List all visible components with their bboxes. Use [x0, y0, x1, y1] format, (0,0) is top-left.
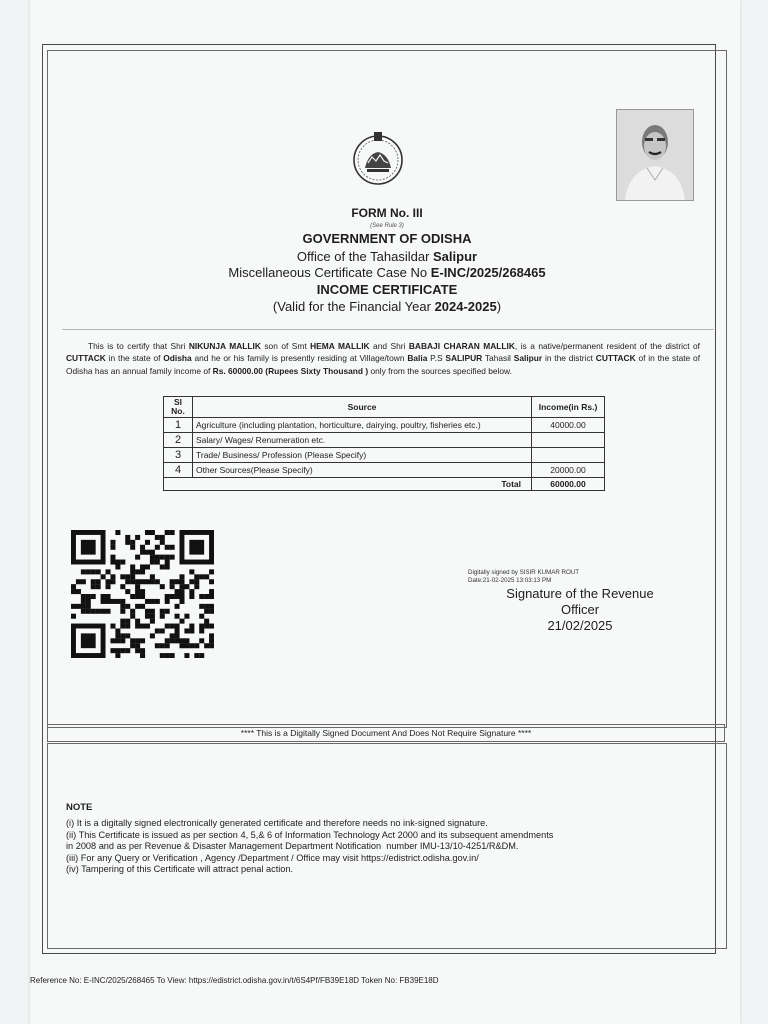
tahasil-name: Salipur	[513, 353, 543, 364]
separator-line	[62, 329, 714, 330]
body-text: son of Smt	[260, 341, 311, 351]
row-income	[532, 448, 605, 463]
body-text: P.S	[427, 353, 446, 364]
valid-suffix: )	[496, 299, 502, 314]
qr-code-icon	[71, 530, 214, 658]
table-row	[164, 463, 605, 478]
note-line: (iv) Tampering of this Certificate will attract penal action.	[66, 864, 294, 874]
body-text: , is a native/permanent resident of the district of	[514, 341, 700, 351]
note-list	[66, 818, 706, 876]
digital-signed-banner: **** This is a Digitally Signed Document And Does Not Require Signature ****	[47, 724, 725, 742]
valid-prefix: (Valid for the Financial Year	[272, 299, 435, 314]
table-header-row	[164, 397, 605, 418]
state-name: Odisha	[163, 353, 192, 364]
office-place: Salipur	[433, 249, 478, 264]
certification-paragraph	[66, 340, 700, 377]
body-text: of in the state of Odisha has an annual family income of	[66, 353, 701, 376]
applicant-name: NIKUNJA MALLIK	[188, 341, 261, 351]
signature-block	[470, 586, 690, 634]
total-label: Total	[164, 478, 532, 491]
body-text: in the district	[542, 353, 596, 364]
header-sl: Sl No.	[164, 397, 193, 418]
office-line	[47, 249, 727, 264]
body-text: in the state of	[105, 353, 164, 364]
body-text: This is to certify that Shri	[88, 341, 189, 351]
case-line	[47, 265, 727, 280]
note-line: (ii) This Certificate is issued as per section 4, 5,& 6 of Information Technology Act 2000 and its subsequent amendments	[66, 829, 554, 840]
signature-title: Signature of the Revenue	[506, 586, 654, 601]
header-income: Income(in Rs.)	[532, 397, 605, 418]
total-value: 60000.00	[532, 478, 605, 491]
row-sl: 1	[164, 418, 193, 433]
mother-name: HEMA MALLIK	[310, 341, 370, 351]
body-text: only from the sources specified below.	[368, 365, 512, 376]
row-source: Agriculture (including plantation, horticulture, dairying, poultry, fisheries etc.)	[193, 418, 532, 433]
odisha-state-emblem-icon	[350, 130, 406, 186]
validity-line	[47, 299, 727, 314]
see-rule: (See Rule 3)	[370, 223, 404, 229]
form-number: FORM No. III	[351, 206, 423, 220]
reference-footer: Reference No: E-INC/2025/268465 To View: https://edistrict.odisha.gov.in/t/6S4Pf/FB39E18D Token No: FB39E18D	[30, 976, 439, 985]
police-station: SALIPUR	[445, 353, 483, 364]
certificate-title: INCOME CERTIFICATE	[316, 282, 458, 297]
row-source: Other Sources(Please Specify)	[193, 463, 532, 478]
table-row	[164, 418, 605, 433]
income-table	[163, 396, 605, 491]
signature-date: 21/02/2025	[547, 618, 613, 633]
note-line: (iii) For any Query or Verification , Agency /Department / Office may visit https://edistrict.odisha.gov.in/	[66, 852, 479, 863]
row-sl: 4	[164, 463, 193, 478]
row-sl: 3	[164, 448, 193, 463]
note-line: in 2008 and as per Revenue & Disaster Management Department Notification number IMU-13/10-4251/R&DM.	[66, 841, 519, 851]
digital-signature-info	[468, 569, 579, 585]
annual-income: Rs. 60000.00 (Rupees Sixty Thousand )	[212, 365, 369, 376]
district-name: CUTTACK	[595, 353, 636, 364]
row-sl: 2	[164, 433, 193, 448]
row-income: 20000.00	[532, 463, 605, 478]
body-text: and he or his family is presently residing at Village/town	[191, 353, 408, 364]
table-total-row	[164, 478, 605, 491]
body-text: Tahasil	[482, 353, 514, 364]
header-source: Source	[193, 397, 532, 418]
row-income: 40000.00	[532, 418, 605, 433]
applicant-photo	[616, 109, 694, 201]
case-prefix: Miscellaneous Certificate Case No	[228, 265, 431, 280]
office-prefix: Office of the Tahasildar	[296, 249, 434, 264]
digitally-signed-by: Digitally signed by SISIR KUMAR ROUT	[468, 569, 580, 576]
row-income	[532, 433, 605, 448]
row-source: Salary/ Wages/ Renumeration etc.	[193, 433, 532, 448]
case-number: E-INC/2025/268465	[430, 265, 546, 280]
signature-role: Officer	[560, 602, 600, 617]
district-name: CUTTACK	[66, 353, 106, 364]
table-row	[164, 448, 605, 463]
father-name: BABAJI CHARAN MALLIK	[408, 341, 515, 351]
village-name: Balia	[407, 353, 428, 364]
valid-year: 2024-2025	[434, 299, 497, 314]
body-text: and Shri	[369, 341, 409, 351]
note-line: (i) It is a digitally signed electronically generated certificate and therefore needs no ink-signed signature.	[66, 818, 488, 828]
note-title: NOTE	[66, 802, 93, 813]
table-row	[164, 433, 605, 448]
row-source: Trade/ Business/ Profession (Please Specify)	[193, 448, 532, 463]
digital-signature-date: Date:21-02-2025 13:03:13 PM	[468, 577, 552, 584]
government-title: GOVERNMENT OF ODISHA	[302, 231, 472, 246]
